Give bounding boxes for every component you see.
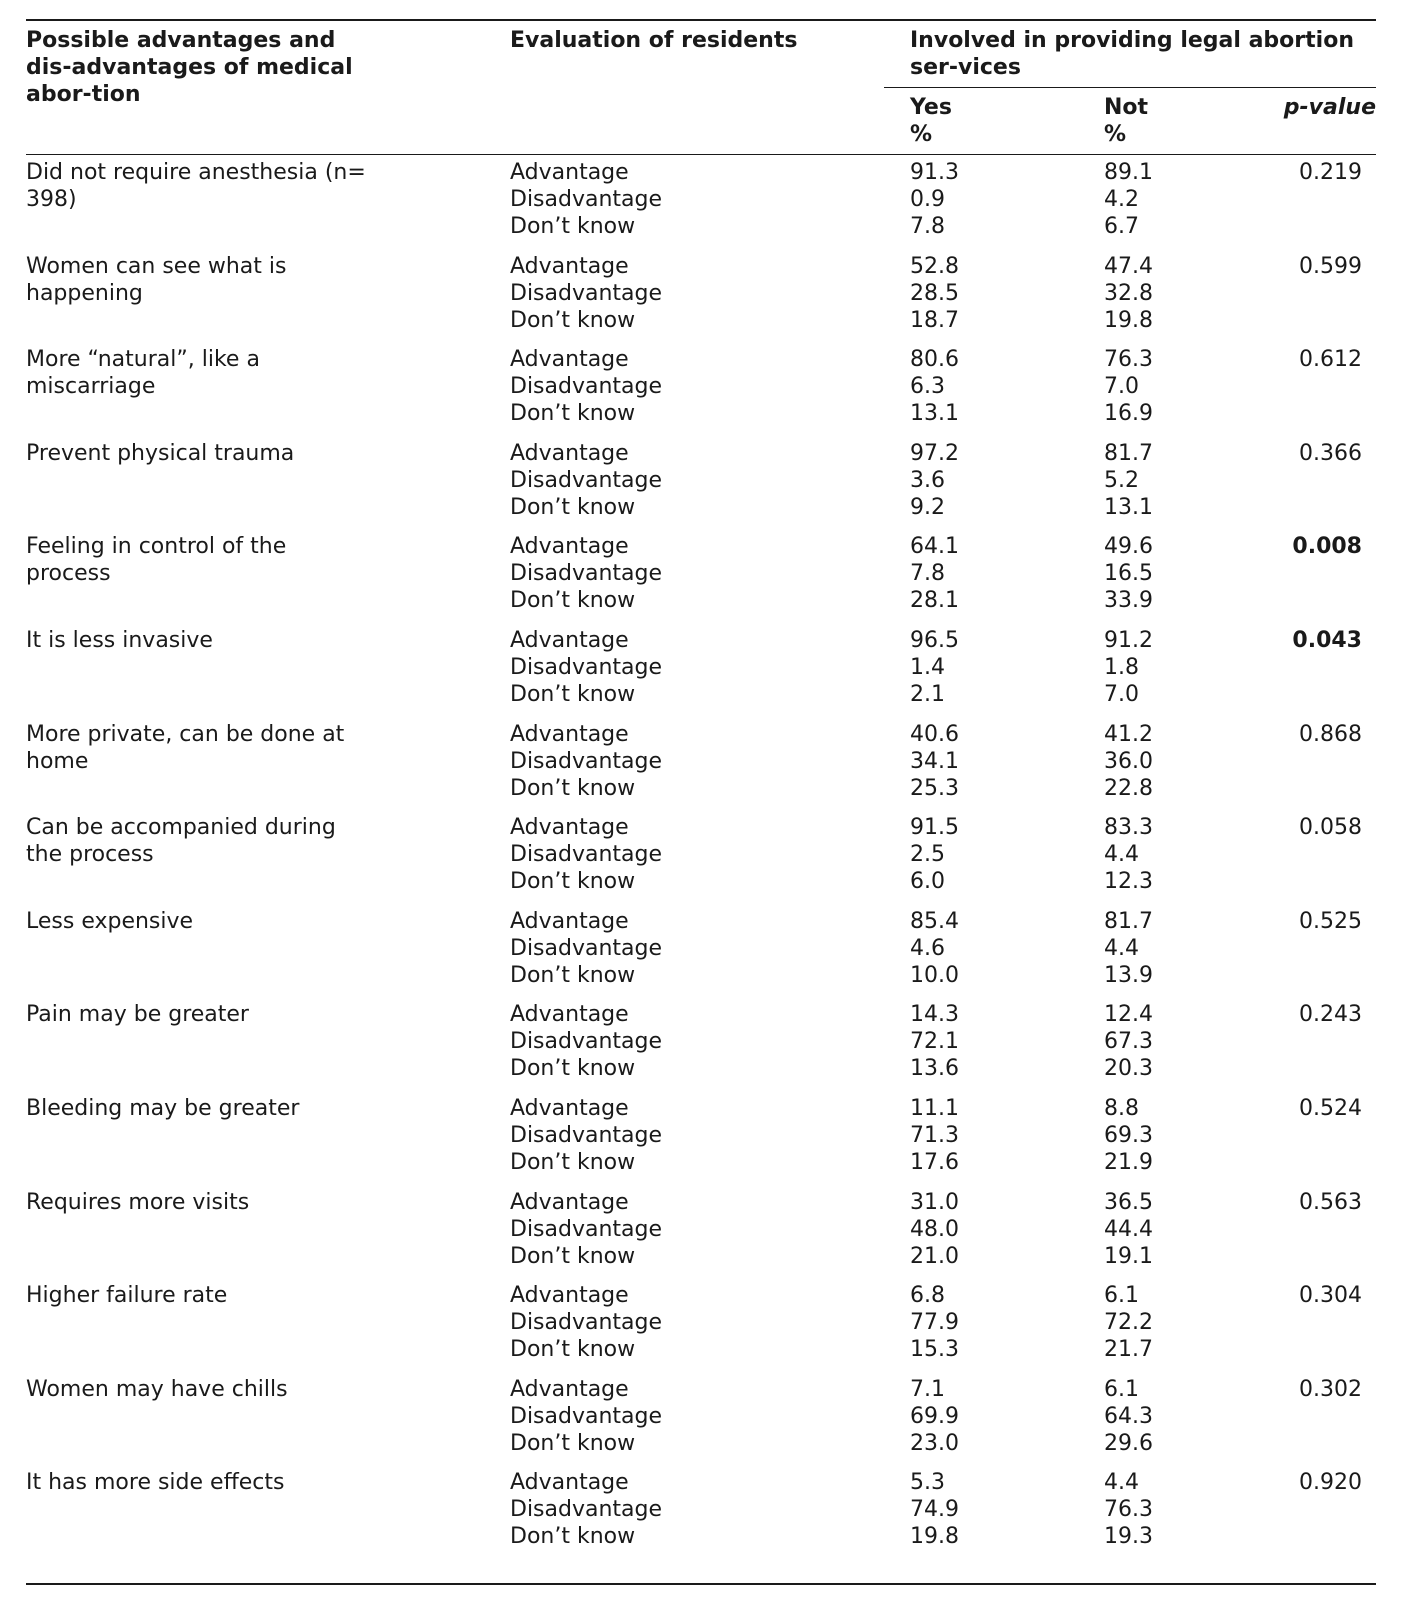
row-yes-values <box>910 440 959 521</box>
evaluation-level: Disadvantage <box>510 1497 663 1523</box>
not-percent: 7.0 <box>1104 374 1139 400</box>
not-percent: 7.0 <box>1104 681 1139 707</box>
evaluation-level: Disadvantage <box>510 280 663 306</box>
row-factor: Pain may be greater <box>26 1002 249 1028</box>
yes-percent: 80.6 <box>910 347 959 373</box>
yes-percent: 7.8 <box>910 561 945 587</box>
yes-percent: 31.0 <box>910 1189 959 1215</box>
row-pvalue: 0.868 <box>1299 721 1362 747</box>
row-not-values <box>1104 627 1153 708</box>
not-percent: 49.6 <box>1104 534 1153 560</box>
not-percent: 4.4 <box>1104 842 1139 868</box>
evaluation-level: Don’t know <box>510 775 636 801</box>
row-yes-values <box>910 1095 959 1176</box>
not-percent: 64.3 <box>1104 1403 1153 1429</box>
evaluation-level: Don’t know <box>510 494 636 520</box>
yes-percent: 9.2 <box>910 494 945 520</box>
evaluation-level: Advantage <box>510 440 629 466</box>
row-factor: It is less invasive <box>26 627 213 653</box>
row-evaluation <box>510 346 662 427</box>
not-percent: 33.9 <box>1104 588 1153 614</box>
table-row <box>26 253 1376 347</box>
yes-percent: 28.5 <box>910 280 959 306</box>
not-percent: 67.3 <box>1104 1029 1153 1055</box>
evaluation-level: Advantage <box>510 815 629 841</box>
evaluation-level: Advantage <box>510 1189 629 1215</box>
evaluation-level: Don’t know <box>510 962 636 988</box>
table-row <box>26 908 1376 1002</box>
evaluation-level: Don’t know <box>510 681 636 707</box>
row-evaluation <box>510 1376 662 1457</box>
evaluation-level: Advantage <box>510 627 629 653</box>
row-evaluation <box>510 253 662 334</box>
yes-percent: 6.0 <box>910 869 945 895</box>
yes-percent: 25.3 <box>910 775 959 801</box>
row-yes-values <box>910 1282 959 1363</box>
row-pvalue: 0.219 <box>1299 160 1362 185</box>
not-percent: 72.2 <box>1104 1310 1153 1336</box>
header-yes-unit: % <box>910 122 933 147</box>
evaluation-level: Advantage <box>510 1470 629 1496</box>
table-bottom-rule <box>26 1583 1376 1585</box>
row-not-values <box>1104 440 1153 521</box>
not-percent: 6.1 <box>1104 1283 1139 1309</box>
evaluation-level: Disadvantage <box>510 467 663 493</box>
header-involved: Involved in providing legal abortion ser-vices <box>910 28 1354 80</box>
yes-percent: 40.6 <box>910 721 959 747</box>
table-row <box>26 721 1376 815</box>
table-row <box>26 159 1376 253</box>
yes-percent: 18.7 <box>910 307 959 333</box>
evaluation-level: Advantage <box>510 908 629 934</box>
row-evaluation <box>510 1282 662 1363</box>
row-not-values <box>1104 253 1153 334</box>
yes-percent: 85.4 <box>910 908 959 934</box>
row-evaluation <box>510 721 662 802</box>
row-pvalue: 0.243 <box>1299 1002 1362 1028</box>
row-yes-values <box>910 627 959 708</box>
row-evaluation <box>510 627 662 708</box>
yes-percent: 74.9 <box>910 1497 959 1523</box>
not-percent: 4.4 <box>1104 1470 1139 1496</box>
table-row <box>26 440 1376 534</box>
yes-percent: 19.8 <box>910 1524 959 1550</box>
row-pvalue: 0.612 <box>1299 347 1362 373</box>
yes-percent: 69.9 <box>910 1403 959 1429</box>
not-percent: 6.1 <box>1104 1376 1139 1402</box>
evaluation-level: Advantage <box>510 534 629 560</box>
not-percent: 91.2 <box>1104 627 1153 653</box>
evaluation-level: Disadvantage <box>510 935 663 961</box>
evaluation-level: Don’t know <box>510 1056 636 1082</box>
yes-percent: 3.6 <box>910 467 945 493</box>
yes-percent: 77.9 <box>910 1310 959 1336</box>
row-not-values <box>1104 346 1153 427</box>
row-not-values <box>1104 1001 1153 1082</box>
evaluation-level: Don’t know <box>510 1149 636 1175</box>
not-percent: 13.1 <box>1104 494 1153 520</box>
row-pvalue: 0.302 <box>1299 1376 1362 1402</box>
yes-percent: 13.6 <box>910 1056 959 1082</box>
evaluation-level: Disadvantage <box>510 1310 663 1336</box>
row-yes-values <box>910 814 959 895</box>
row-evaluation <box>510 1189 662 1270</box>
evaluation-level: Disadvantage <box>510 374 663 400</box>
row-evaluation <box>510 1469 662 1550</box>
row-pvalue: 0.043 <box>1292 627 1362 653</box>
row-yes-values <box>910 1001 959 1082</box>
row-not-values <box>1104 721 1153 802</box>
evaluation-level: Advantage <box>510 347 629 373</box>
header-yes <box>910 94 952 148</box>
not-percent: 76.3 <box>1104 347 1153 373</box>
row-pvalue: 0.525 <box>1299 908 1362 934</box>
table-top-rule <box>26 19 1376 21</box>
not-percent: 36.5 <box>1104 1189 1153 1215</box>
not-percent: 1.8 <box>1104 654 1139 680</box>
evaluation-level: Advantage <box>510 1095 629 1121</box>
evaluation-level: Don’t know <box>510 588 636 614</box>
yes-percent: 4.6 <box>910 935 945 961</box>
not-percent: 69.3 <box>1104 1122 1153 1148</box>
evaluation-level: Advantage <box>510 253 629 279</box>
row-factor: Can be accompanied during the process <box>26 815 336 868</box>
not-percent: 21.7 <box>1104 1337 1153 1363</box>
row-pvalue: 0.366 <box>1299 440 1362 466</box>
not-percent: 21.9 <box>1104 1149 1153 1175</box>
evaluation-level: Advantage <box>510 1283 629 1309</box>
row-not-values <box>1104 1095 1153 1176</box>
row-pvalue: 0.058 <box>1299 815 1362 841</box>
yes-percent: 0.9 <box>910 187 945 212</box>
yes-percent: 48.0 <box>910 1216 959 1242</box>
yes-percent: 13.1 <box>910 401 959 427</box>
row-yes-values <box>910 1469 959 1550</box>
not-percent: 22.8 <box>1104 775 1153 801</box>
row-pvalue: 0.599 <box>1299 253 1362 279</box>
evaluation-level: Don’t know <box>510 307 636 333</box>
row-pvalue: 0.563 <box>1299 1189 1362 1215</box>
evaluation-level: Disadvantage <box>510 1029 663 1055</box>
table-row <box>26 346 1376 440</box>
row-yes-values <box>910 253 959 334</box>
not-percent: 19.3 <box>1104 1524 1153 1550</box>
yes-percent: 5.3 <box>910 1470 945 1496</box>
yes-percent: 34.1 <box>910 748 959 774</box>
row-evaluation <box>510 1095 662 1176</box>
row-evaluation <box>510 159 662 240</box>
header-not <box>1104 94 1148 148</box>
not-percent: 47.4 <box>1104 253 1153 279</box>
table-row <box>26 814 1376 908</box>
row-not-values <box>1104 908 1153 989</box>
yes-percent: 11.1 <box>910 1095 959 1121</box>
evaluation-level: Don’t know <box>510 869 636 895</box>
row-yes-values <box>910 721 959 802</box>
row-pvalue: 0.304 <box>1299 1283 1362 1309</box>
header-bottom-rule <box>26 154 1376 155</box>
evaluation-level: Advantage <box>510 1376 629 1402</box>
not-percent: 5.2 <box>1104 467 1139 493</box>
yes-percent: 21.0 <box>910 1243 959 1269</box>
yes-percent: 15.3 <box>910 1337 959 1363</box>
not-percent: 20.3 <box>1104 1056 1153 1082</box>
row-pvalue: 0.524 <box>1299 1095 1362 1121</box>
evaluation-level: Disadvantage <box>510 654 663 680</box>
not-percent: 19.8 <box>1104 307 1153 333</box>
row-evaluation <box>510 814 662 895</box>
row-factor: Feeling in control of the process <box>26 534 287 587</box>
evaluation-level: Don’t know <box>510 401 636 427</box>
yes-percent: 6.8 <box>910 1283 945 1309</box>
not-percent: 81.7 <box>1104 440 1153 466</box>
yes-percent: 72.1 <box>910 1029 959 1055</box>
yes-percent: 17.6 <box>910 1149 959 1175</box>
not-percent: 32.8 <box>1104 280 1153 306</box>
not-percent: 36.0 <box>1104 748 1153 774</box>
evaluation-level: Disadvantage <box>510 187 663 212</box>
not-percent: 6.7 <box>1104 214 1139 239</box>
yes-percent: 2.1 <box>910 681 945 707</box>
header-not-unit: % <box>1104 122 1127 147</box>
row-factor: Women can see what is happening <box>26 253 287 306</box>
table-row <box>26 1282 1376 1376</box>
header-evaluation: Evaluation of residents <box>510 28 798 53</box>
row-factor: Higher failure rate <box>26 1283 228 1309</box>
row-factor: Bleeding may be greater <box>26 1095 300 1121</box>
yes-percent: 52.8 <box>910 253 959 279</box>
not-percent: 16.5 <box>1104 561 1153 587</box>
row-not-values <box>1104 814 1153 895</box>
table-row <box>26 1189 1376 1283</box>
not-percent: 83.3 <box>1104 815 1153 841</box>
evaluation-level: Don’t know <box>510 1337 636 1363</box>
row-evaluation <box>510 533 662 614</box>
not-percent: 41.2 <box>1104 721 1153 747</box>
row-factor: More “natural”, like a miscarriage <box>26 347 260 400</box>
yes-percent: 6.3 <box>910 374 945 400</box>
not-percent: 4.4 <box>1104 935 1139 961</box>
yes-percent: 91.3 <box>910 160 959 185</box>
yes-percent: 7.1 <box>910 1376 945 1402</box>
not-percent: 76.3 <box>1104 1497 1153 1523</box>
table-row <box>26 533 1376 627</box>
evaluation-level: Disadvantage <box>510 561 663 587</box>
evaluation-level: Disadvantage <box>510 1216 663 1242</box>
table-body <box>26 159 1376 1563</box>
yes-percent: 71.3 <box>910 1122 959 1148</box>
yes-percent: 1.4 <box>910 654 945 680</box>
not-percent: 29.6 <box>1104 1430 1153 1456</box>
table-row <box>26 1095 1376 1189</box>
row-not-values <box>1104 533 1153 614</box>
evaluation-level: Don’t know <box>510 1430 636 1456</box>
header-pvalue: p-value <box>1283 95 1376 120</box>
header-sub-rule <box>884 87 1376 88</box>
row-yes-values <box>910 1376 959 1457</box>
row-not-values <box>1104 1282 1153 1363</box>
table-row <box>26 1001 1376 1095</box>
header-not-label: Not <box>1104 95 1149 120</box>
table-row <box>26 1469 1376 1563</box>
yes-percent: 10.0 <box>910 962 959 988</box>
not-percent: 12.4 <box>1104 1002 1153 1028</box>
row-yes-values <box>910 346 959 427</box>
yes-percent: 2.5 <box>910 842 945 868</box>
not-percent: 19.1 <box>1104 1243 1153 1269</box>
row-factor: Requires more visits <box>26 1189 250 1215</box>
yes-percent: 14.3 <box>910 1002 959 1028</box>
evaluation-level: Advantage <box>510 721 629 747</box>
row-factor: Less expensive <box>26 908 194 934</box>
evaluation-level: Advantage <box>510 160 629 185</box>
table-row <box>26 627 1376 721</box>
yes-percent: 91.5 <box>910 815 959 841</box>
row-yes-values <box>910 1189 959 1270</box>
not-percent: 81.7 <box>1104 908 1153 934</box>
not-percent: 44.4 <box>1104 1216 1153 1242</box>
yes-percent: 96.5 <box>910 627 959 653</box>
header-yes-label: Yes <box>910 95 952 120</box>
row-factor: Women may have chills <box>26 1376 288 1402</box>
evaluation-level: Don’t know <box>510 214 636 239</box>
row-evaluation <box>510 908 662 989</box>
not-percent: 13.9 <box>1104 962 1153 988</box>
row-evaluation <box>510 440 662 521</box>
row-factor: It has more side effects <box>26 1470 285 1496</box>
yes-percent: 64.1 <box>910 534 959 560</box>
evaluation-level: Disadvantage <box>510 1122 663 1148</box>
evaluation-level: Advantage <box>510 1002 629 1028</box>
row-evaluation <box>510 1001 662 1082</box>
row-factor: More private, can be done at home <box>26 721 345 774</box>
row-yes-values <box>910 908 959 989</box>
table-row <box>26 1376 1376 1470</box>
not-percent: 4.2 <box>1104 187 1139 212</box>
row-not-values <box>1104 159 1153 240</box>
evaluation-level: Disadvantage <box>510 1403 663 1429</box>
evaluation-level: Don’t know <box>510 1524 636 1550</box>
row-yes-values <box>910 159 959 240</box>
row-factor: Did not require anesthesia (n= 398) <box>26 160 366 212</box>
row-not-values <box>1104 1376 1153 1457</box>
evaluation-level: Don’t know <box>510 1243 636 1269</box>
not-percent: 16.9 <box>1104 401 1153 427</box>
row-yes-values <box>910 533 959 614</box>
evaluation-level: Disadvantage <box>510 842 663 868</box>
evaluation-level: Disadvantage <box>510 748 663 774</box>
yes-percent: 7.8 <box>910 214 945 239</box>
not-percent: 8.8 <box>1104 1095 1139 1121</box>
header-factor: Possible advantages and dis-advantages of medical abor-tion <box>26 28 353 107</box>
row-pvalue: 0.920 <box>1299 1470 1362 1496</box>
not-percent: 12.3 <box>1104 869 1153 895</box>
yes-percent: 28.1 <box>910 588 959 614</box>
row-pvalue: 0.008 <box>1292 534 1362 560</box>
row-not-values <box>1104 1469 1153 1550</box>
yes-percent: 97.2 <box>910 440 959 466</box>
row-factor: Prevent physical trauma <box>26 440 295 466</box>
row-not-values <box>1104 1189 1153 1270</box>
yes-percent: 23.0 <box>910 1430 959 1456</box>
not-percent: 89.1 <box>1104 160 1153 185</box>
